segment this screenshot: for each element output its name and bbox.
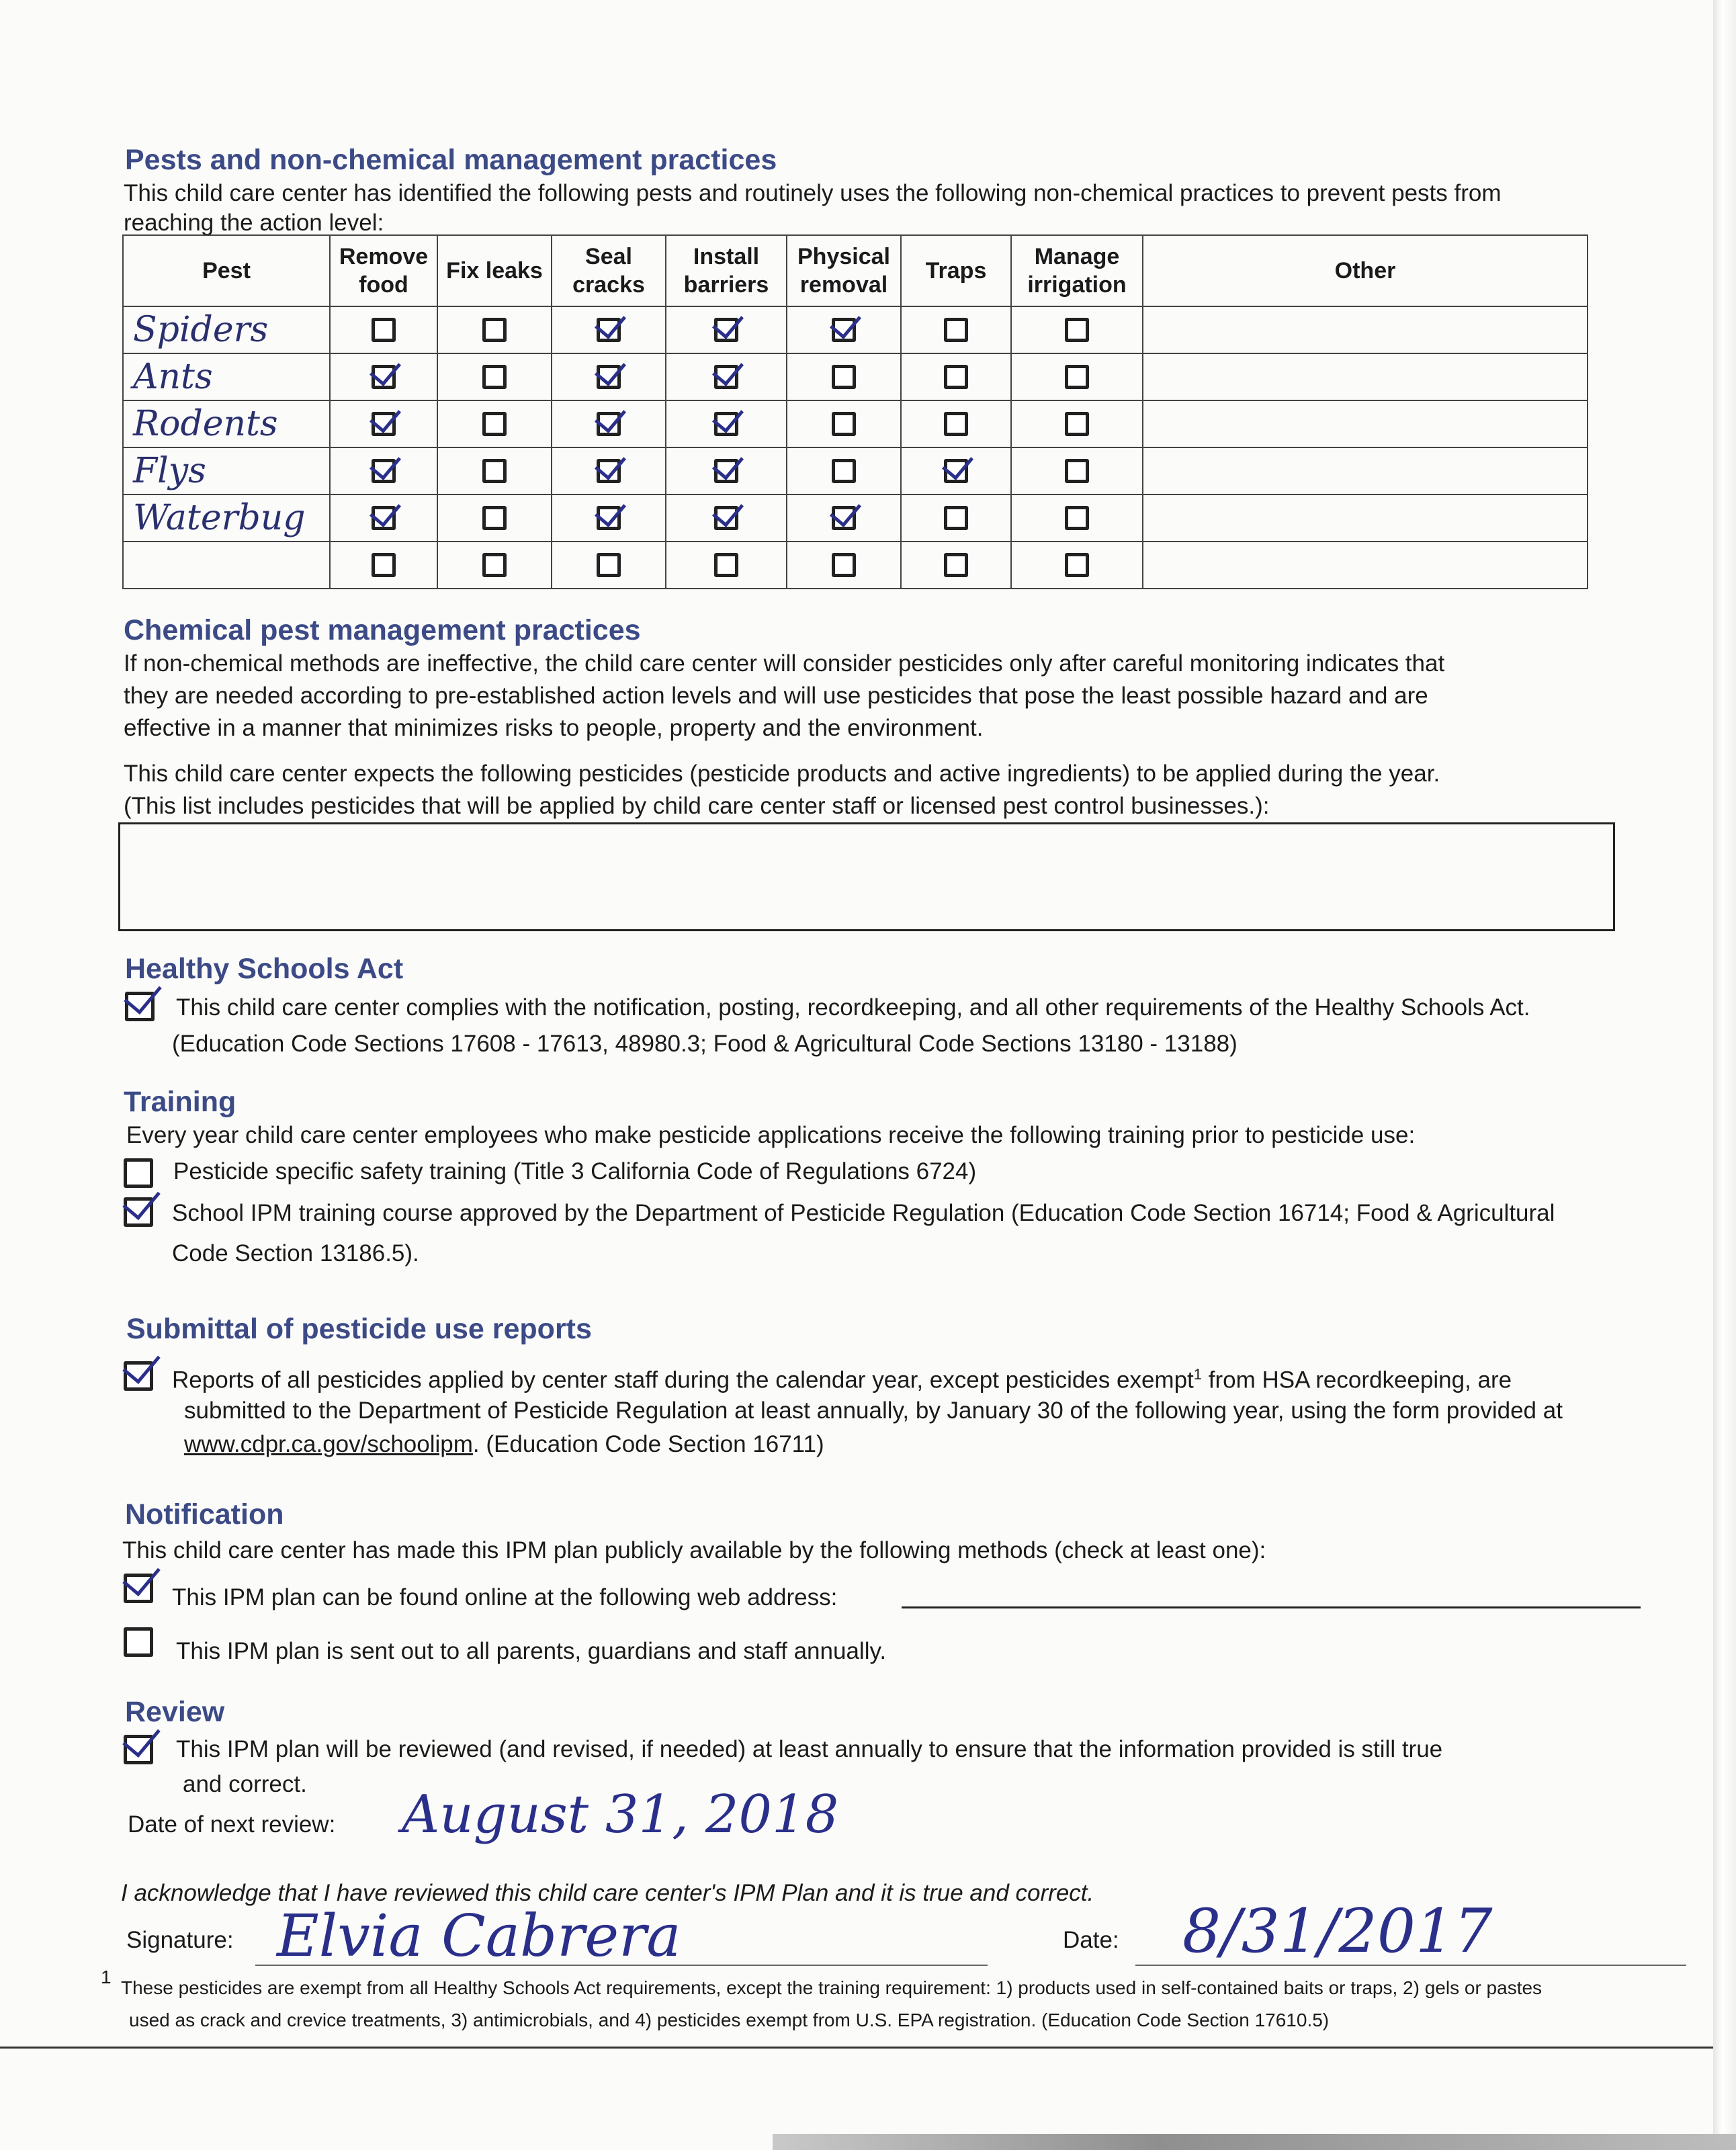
pest-name-cell[interactable]: Waterbug — [123, 494, 330, 542]
review-line2: and correct. — [183, 1771, 307, 1797]
pest-practice-cell — [1011, 542, 1143, 589]
practice-checkbox[interactable] — [944, 318, 968, 342]
chemical-para2-line2: (This list includes pesticides that will be applied by child care center staff or licensed pest control businesses.): — [124, 793, 1270, 819]
notification-item2-text: This IPM plan is sent out to all parents, guardians and staff annually. — [176, 1638, 887, 1664]
training-intro: Every year child care center employees who make pesticide applications receive the following training prior to pesticide use: — [126, 1122, 1416, 1148]
web-address-line[interactable] — [902, 1606, 1641, 1608]
practice-checkbox[interactable] — [832, 459, 856, 483]
notification-intro: This child care center has made this IPM plan publicly available by the following methods (check at least one): — [122, 1537, 1266, 1563]
pest-row — [123, 353, 1588, 400]
practice-checkbox[interactable] — [714, 365, 738, 389]
schoolipm-link[interactable]: www.cdpr.ca.gov/schoolipm — [184, 1431, 473, 1457]
notification-item1-text: This IPM plan can be found online at the following web address: — [172, 1584, 838, 1610]
reports-section-title: Submittal of pesticide use reports — [126, 1313, 592, 1345]
practice-checkbox[interactable] — [482, 553, 507, 577]
pest-practice-cell — [552, 542, 666, 589]
hsa-section-title: Healthy Schools Act — [125, 953, 404, 985]
practice-checkbox[interactable] — [372, 459, 396, 483]
reports-line1-end: from HSA recordkeeping, are — [1202, 1367, 1512, 1393]
notification-online-checkbox[interactable] — [124, 1574, 153, 1603]
practice-checkbox[interactable] — [944, 459, 968, 483]
practice-checkbox[interactable] — [372, 318, 396, 342]
practice-checkbox[interactable] — [714, 459, 738, 483]
notification-sent-checkbox[interactable] — [124, 1627, 153, 1657]
pest-practice-cell — [552, 353, 666, 400]
pesticide-list-box[interactable] — [118, 822, 1615, 931]
pest-practice-cell — [330, 400, 437, 447]
chemical-para1-line2: they are needed according to pre-established action levels and will use pesticides that pose the least possible hazard and are — [124, 683, 1428, 709]
pest-practice-cell — [330, 447, 437, 494]
pest-practice-cell — [666, 400, 787, 447]
pest-practice-cell — [437, 400, 552, 447]
signed-date[interactable]: 8/31/2017 — [1182, 1896, 1493, 1967]
pest-name-cell[interactable]: Spiders — [123, 306, 330, 353]
pest-practice-cell — [552, 447, 666, 494]
training-section-title: Training — [124, 1086, 236, 1118]
chemical-section-title: Chemical pest management practices — [124, 614, 641, 646]
practice-checkbox[interactable] — [482, 365, 507, 389]
practice-checkbox[interactable] — [714, 553, 738, 577]
notification-section-title: Notification — [125, 1498, 284, 1531]
pest-practice-cell — [901, 542, 1011, 589]
hsa-item-line2: (Education Code Sections 17608 - 17613, 48980.3; Food & Agricultural Code Sections 13180 - 13188) — [172, 1031, 1238, 1057]
hsa-compliance-checkbox[interactable] — [125, 992, 155, 1021]
pest-practice-cell — [666, 447, 787, 494]
header-pest: Pest — [123, 235, 330, 306]
practice-checkbox[interactable] — [482, 459, 507, 483]
header-manage-irrigation: Manage irrigation — [1011, 235, 1143, 306]
pests-section-title: Pests and non-chemical management practices — [125, 144, 777, 176]
pest-practice-cell — [437, 306, 552, 353]
pest-practice-cell — [787, 542, 901, 589]
reports-line1 — [172, 1357, 1512, 1398]
practice-checkbox[interactable] — [1065, 318, 1089, 342]
pest-practice-cell — [330, 494, 437, 542]
practice-checkbox[interactable] — [597, 553, 621, 577]
pest-other-cell[interactable] — [1143, 447, 1588, 494]
practice-checkbox[interactable] — [372, 412, 396, 436]
pest-other-cell[interactable] — [1143, 494, 1588, 542]
pest-practice-cell — [330, 542, 437, 589]
pest-row — [123, 447, 1588, 494]
pest-practice-cell — [666, 353, 787, 400]
scan-bottom-strip — [773, 2134, 1736, 2150]
pest-practice-cell — [437, 353, 552, 400]
practice-checkbox[interactable] — [714, 318, 738, 342]
review-section-title: Review — [125, 1696, 225, 1728]
practice-checkbox[interactable] — [1065, 412, 1089, 436]
footnote-mark: 1 — [101, 1967, 112, 1987]
practice-checkbox[interactable] — [832, 318, 856, 342]
header-install-barriers: Install barriers — [666, 235, 787, 306]
chemical-para1-line1: If non-chemical methods are ineffective, the child care center will consider pesticides only after careful monitoring indicates that — [124, 650, 1445, 677]
chemical-para2-line1: This child care center expects the following pesticides (pesticide products and active ingredients) to be applied during the year. — [124, 761, 1440, 787]
pest-practice-cell — [666, 542, 787, 589]
next-review-label: Date of next review: — [128, 1811, 336, 1838]
pest-name-cell[interactable]: Flys — [123, 447, 330, 494]
pests-intro-line2: reaching the action level: — [124, 210, 384, 236]
pest-other-cell[interactable] — [1143, 353, 1588, 400]
practice-checkbox[interactable] — [1065, 365, 1089, 389]
practice-checkbox[interactable] — [1065, 459, 1089, 483]
practice-checkbox[interactable] — [372, 553, 396, 577]
reports-line1-text: Reports of all pesticides applied by center staff during the calendar year, except pesticides exempt — [172, 1367, 1194, 1393]
practice-checkbox[interactable] — [832, 506, 856, 530]
practice-checkbox[interactable] — [944, 412, 968, 436]
signature-value[interactable]: Elvia Cabrera — [277, 1903, 681, 1970]
practice-checkbox[interactable] — [1065, 506, 1089, 530]
pest-practice-cell — [901, 494, 1011, 542]
practice-checkbox[interactable] — [372, 506, 396, 530]
pest-practice-cell — [552, 306, 666, 353]
practice-checkbox[interactable] — [372, 365, 396, 389]
pest-other-cell[interactable] — [1143, 542, 1588, 589]
practice-checkbox[interactable] — [597, 318, 621, 342]
practice-checkbox[interactable] — [597, 412, 621, 436]
review-line1: This IPM plan will be reviewed (and revised, if needed) at least annually to ensure that the information provided is still true — [176, 1736, 1443, 1762]
page-edge-shadow — [1713, 0, 1736, 2150]
next-review-date[interactable]: August 31, 2018 — [402, 1784, 839, 1845]
practice-checkbox[interactable] — [714, 506, 738, 530]
header-traps: Traps — [901, 235, 1011, 306]
reports-line3-end: . (Education Code Section 16711) — [472, 1431, 824, 1457]
practice-checkbox[interactable] — [597, 365, 621, 389]
practice-checkbox[interactable] — [597, 506, 621, 530]
page-bottom-rule — [0, 2047, 1713, 2049]
pest-practice-cell — [787, 353, 901, 400]
pest-practice-cell — [1011, 447, 1143, 494]
pest-practice-cell — [901, 306, 1011, 353]
pest-practice-cell — [787, 494, 901, 542]
practice-checkbox[interactable] — [482, 318, 507, 342]
pest-other-cell[interactable] — [1143, 400, 1588, 447]
training-item2-line1: School IPM training course approved by the Department of Pesticide Regulation (Education Code Section 16714; Food & Agricultural — [172, 1200, 1555, 1226]
pest-other-cell[interactable] — [1143, 306, 1588, 353]
pest-row — [123, 400, 1588, 447]
practice-checkbox[interactable] — [832, 553, 856, 577]
reports-line2: submitted to the Department of Pesticide Regulation at least annually, by January 30 of the following year, using the form provided at — [184, 1398, 1563, 1424]
pests-table — [122, 234, 1588, 589]
pest-name-cell[interactable] — [123, 542, 330, 589]
pest-practice-cell — [901, 400, 1011, 447]
pest-row — [123, 306, 1588, 353]
pest-practice-cell — [787, 400, 901, 447]
header-physical-removal: Physical removal — [787, 235, 901, 306]
training-item1-text: Pesticide specific safety training (Title 3 California Code of Regulations 6724) — [173, 1158, 977, 1185]
pest-practice-cell — [437, 447, 552, 494]
pests-intro-line1: This child care center has identified the following pests and routinely uses the following non-chemical practices to prevent pests from — [124, 180, 1502, 206]
date-line — [1135, 1965, 1686, 1966]
reports-line3 — [184, 1427, 824, 1462]
pest-practice-cell — [1011, 306, 1143, 353]
training-item2-line2: Code Section 13186.5). — [172, 1240, 419, 1266]
header-remove-food: Remove food — [330, 235, 437, 306]
pest-name-cell[interactable]: Ants — [123, 353, 330, 400]
pests-table-header-row — [123, 235, 1588, 306]
pest-row — [123, 542, 1588, 589]
practice-checkbox[interactable] — [482, 506, 507, 530]
practice-checkbox[interactable] — [832, 365, 856, 389]
reports-checkbox[interactable] — [124, 1361, 153, 1391]
signature-line — [255, 1965, 988, 1966]
reports-footnote-mark: 1 — [1193, 1366, 1203, 1383]
signature-label: Signature: — [126, 1927, 234, 1953]
pest-practice-cell — [666, 306, 787, 353]
chemical-para1-line3: effective in a manner that minimizes risks to people, property and the environment. — [124, 715, 984, 741]
training-ipm-course-checkbox[interactable] — [124, 1197, 153, 1227]
practice-checkbox[interactable] — [482, 412, 507, 436]
hsa-item-line1: This child care center complies with the notification, posting, recordkeeping, and all other requirements of the Healthy Schools Act. — [176, 994, 1530, 1021]
pest-practice-cell — [901, 447, 1011, 494]
footnote-line2: used as crack and crevice treatments, 3) antimicrobials, and 4) pesticides exempt from U.S. EPA registration. (Education Code Section 17610.5) — [129, 2010, 1330, 2030]
practice-checkbox[interactable] — [944, 365, 968, 389]
pest-practice-cell — [901, 353, 1011, 400]
pest-practice-cell — [552, 400, 666, 447]
practice-checkbox[interactable] — [597, 459, 621, 483]
pest-practice-cell — [666, 494, 787, 542]
pest-row — [123, 494, 1588, 542]
practice-checkbox[interactable] — [944, 553, 968, 577]
pest-name-cell[interactable]: Rodents — [123, 400, 330, 447]
header-fix-leaks: Fix leaks — [437, 235, 552, 306]
pest-practice-cell — [787, 306, 901, 353]
acknowledgement-statement: I acknowledge that I have reviewed this child care center's IPM Plan and it is true and correct. — [121, 1880, 1094, 1906]
footnote-line1: These pesticides are exempt from all Healthy Schools Act requirements, except the training requirement: 1) products used in self-contained baits or traps, 2) gels or pastes — [121, 1977, 1543, 1998]
review-checkbox[interactable] — [124, 1735, 153, 1764]
pest-practice-cell — [1011, 494, 1143, 542]
practice-checkbox[interactable] — [832, 412, 856, 436]
header-other: Other — [1143, 235, 1588, 306]
pest-practice-cell — [1011, 353, 1143, 400]
pest-practice-cell — [787, 447, 901, 494]
practice-checkbox[interactable] — [944, 506, 968, 530]
pest-practice-cell — [552, 494, 666, 542]
pest-practice-cell — [330, 306, 437, 353]
pest-practice-cell — [437, 494, 552, 542]
date-label: Date: — [1063, 1927, 1119, 1953]
pest-practice-cell — [330, 353, 437, 400]
practice-checkbox[interactable] — [714, 412, 738, 436]
practice-checkbox[interactable] — [1065, 553, 1089, 577]
pest-practice-cell — [1011, 400, 1143, 447]
header-seal-cracks: Seal cracks — [552, 235, 666, 306]
pest-practice-cell — [437, 542, 552, 589]
